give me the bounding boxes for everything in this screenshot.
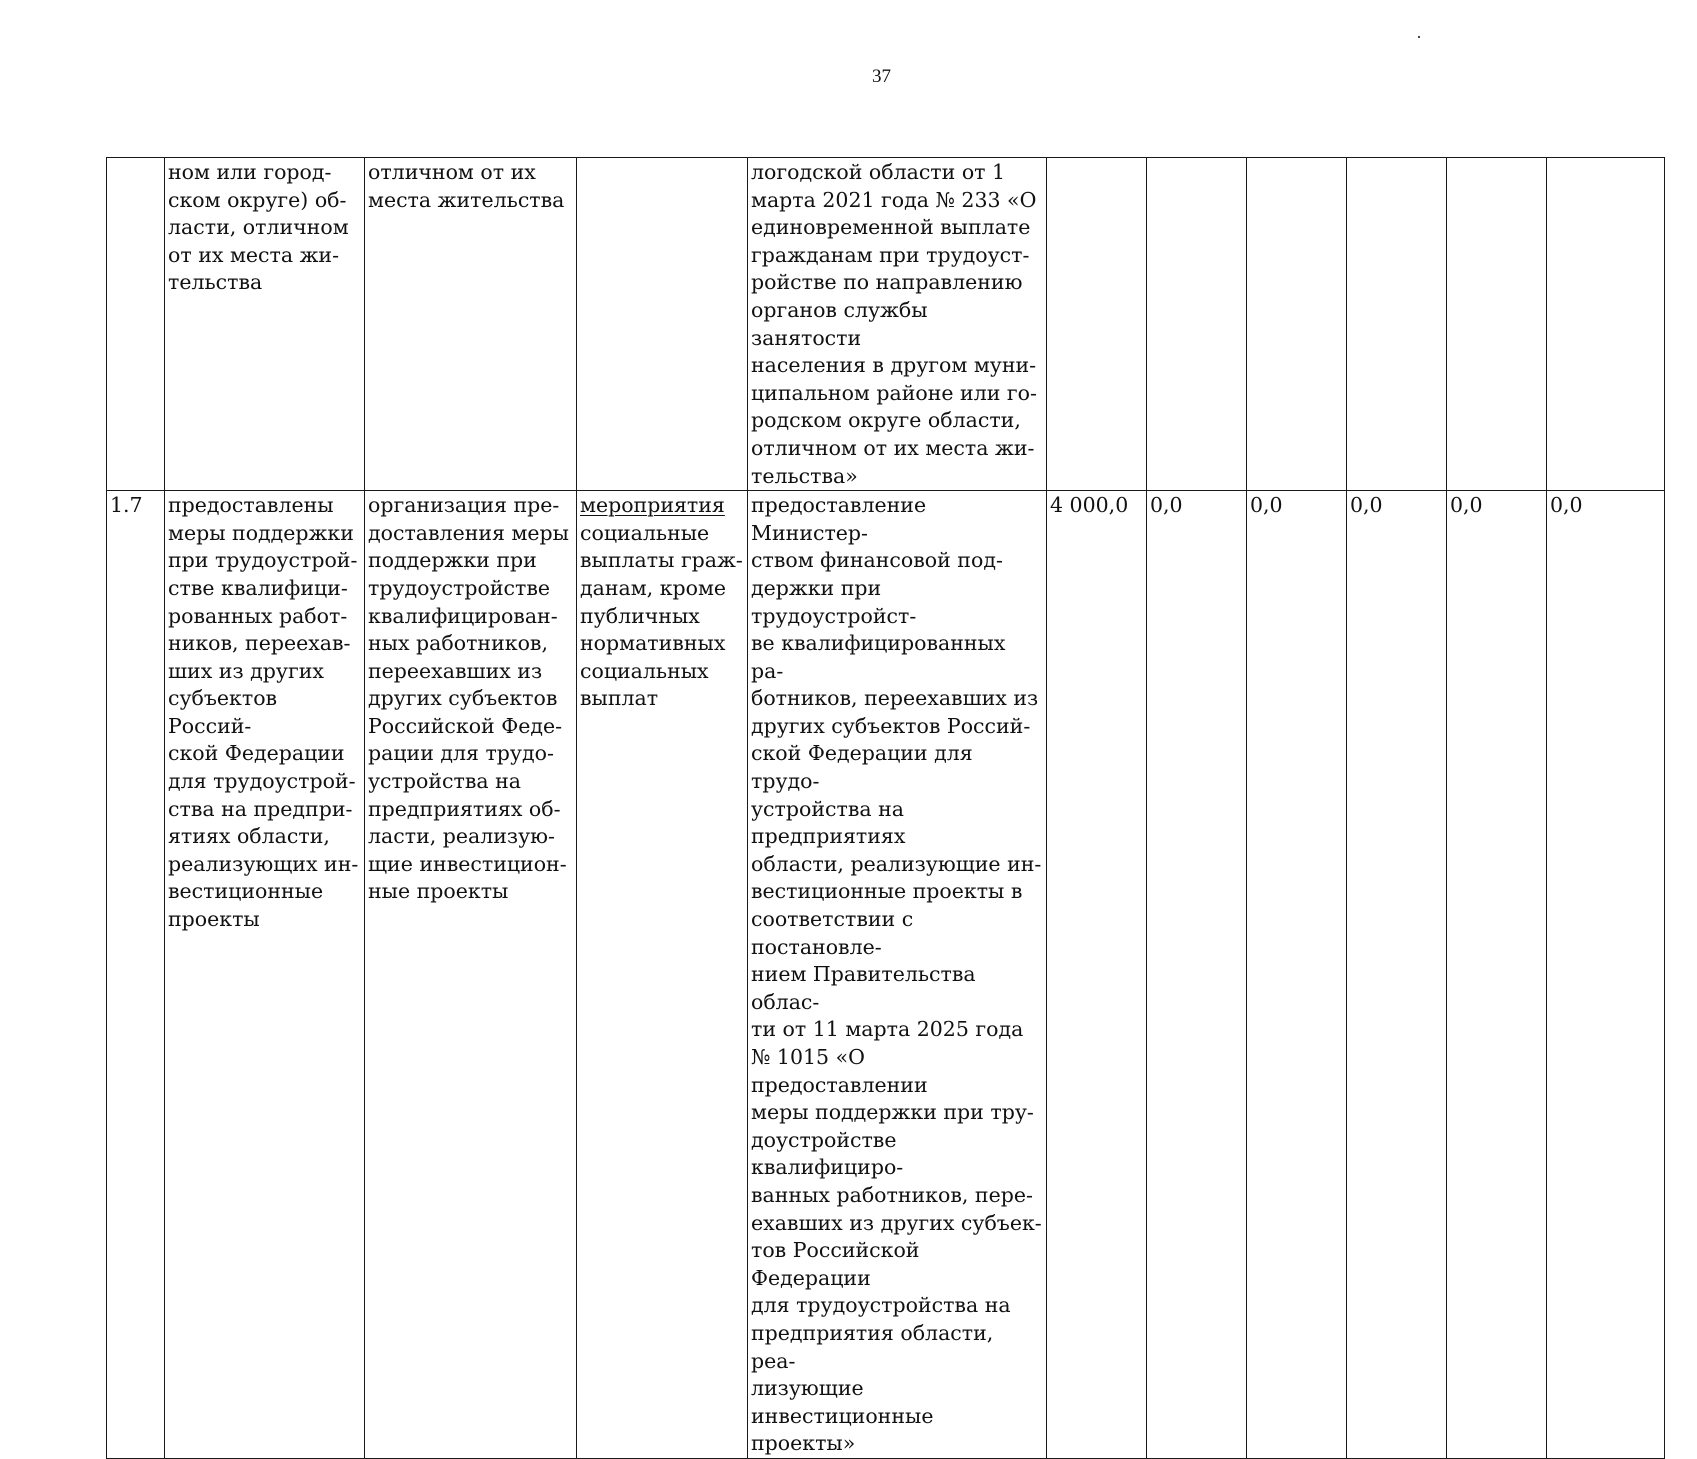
value-cell [1247,158,1347,491]
value-cell: 0,0 [1347,491,1447,1459]
value-cell: 0,0 [1247,491,1347,1459]
table-row [107,158,1665,491]
result-cell: предоставлены меры поддержки при трудоустрой- стве квалифици- рованных работ- ников, переехав- ших из других субъектов Россий- ской Федерации для трудоустрой- ства на предпри- ятиях области, реализующих ин- вестиционные проекты [165,491,365,1459]
result-cell: ном или город- ском округе) об- ласти, отличном от их места жи- тельства [165,158,365,491]
type-text: социальные выплаты граж- данам, кроме публичных нормативных социальных выплат [580,520,743,711]
value-cell [1547,158,1665,491]
type-cell [577,491,748,1459]
value-cell [1347,158,1447,491]
description-cell: предоставление Министер- ством финансовой под- держки при трудоустройст- ве квалифицированных ра- ботников, переехавших из других субъектов Россий- ской Федерации для трудо- устройства на предприятиях области, реализующие ин- вестиционные проекты в соответствии с постановле- нием Правительства облас- ти от 11 марта 2025 года № 1015 «О предоставлении меры поддержки при тру- доустройстве квалифициро- ванных работников, пере- ехавших из других субъек- тов Российской Федерации для трудоустройства на предприятия области, реа- лизующие инвестиционные проекты» [748,491,1047,1459]
value-cell [1047,158,1147,491]
value-cell [1447,158,1547,491]
value-cell [1147,158,1247,491]
type-header: мероприятия [580,493,725,518]
type-cell [577,158,748,491]
table-row [107,491,1665,1459]
value-cell: 4 000,0 [1047,491,1147,1459]
page-number: 37 [872,66,891,87]
value-cell: 0,0 [1147,491,1247,1459]
row-number-cell [107,158,165,491]
row-number-cell: 1.7 [107,491,165,1459]
activity-cell: организация пре- доставления меры поддержки при трудоустройстве квалифицирован- ных работников, переехавших из других субъектов Российской Феде- рации для трудо- устройства на предприятиях об- ласти, реализую- щие инвестицион- ные проекты [365,491,577,1459]
value-cell: 0,0 [1447,491,1547,1459]
activity-cell: отличном от их места жительства [365,158,577,491]
value-cell: 0,0 [1547,491,1665,1459]
program-table [106,157,1665,1459]
description-cell: логодской области от 1 марта 2021 года № 233 «О единовременной выплате гражданам при трудоуст- ройстве по направлению органов службы занятости населения в другом муни- ципальном районе или го- родском округе области, отличном от их места жи- тельства» [748,158,1047,491]
scan-speck [1418,36,1420,38]
